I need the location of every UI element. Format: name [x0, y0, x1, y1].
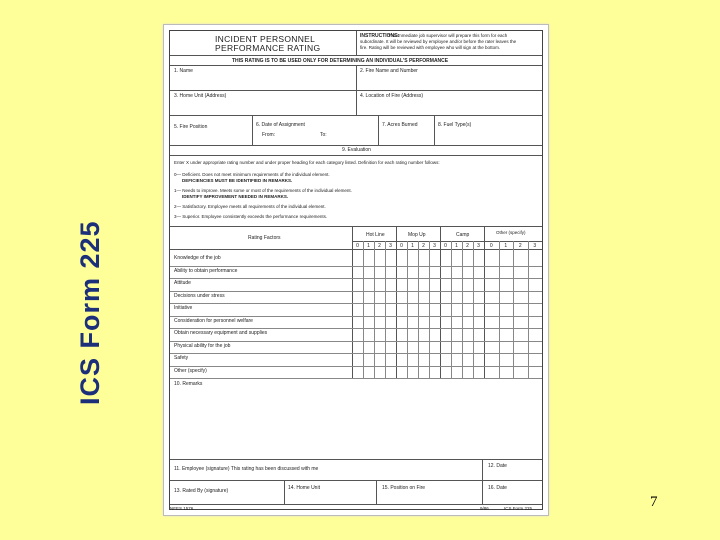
rating-factor-label: Knowledge of the job — [174, 255, 221, 261]
scale-number: 3 — [389, 243, 392, 249]
scale-number: 2 — [518, 243, 522, 249]
rated-by: 13. Rated By (signature) — [174, 488, 229, 494]
rating-factors-label: Rating Factors — [248, 235, 281, 241]
rating-factor-label: Consideration for personnel welfare — [174, 317, 253, 324]
rating-row-line — [170, 278, 542, 279]
scale-number: 0 — [489, 243, 493, 249]
column-hot-line: Hot Line — [366, 232, 385, 238]
rating-factor-label: Obtain necessary equipment and supplies — [174, 330, 268, 336]
rating-factor-label: Decisions under stress — [174, 292, 225, 299]
scale-number: 0 — [444, 243, 447, 249]
instructions-line-2: subordinate. It will be reviewed by employee and/or before the rater leaves the — [360, 39, 517, 44]
field-to: To: — [320, 132, 327, 138]
rating-row-line — [170, 366, 542, 367]
rating-factor-label: Physical ability for the job — [174, 342, 231, 349]
field-home-unit-14: 14. Home Unit — [288, 485, 320, 491]
form-title-line2: PERFORMANCE RATING — [215, 43, 321, 53]
rating-row-line — [170, 341, 542, 342]
scale-number: 0 — [356, 243, 359, 249]
rating-row-line — [170, 328, 542, 329]
scale-number: 2 — [378, 243, 381, 249]
footer-form-name: ICS Form 225 — [504, 506, 533, 511]
field-fire-name: 2. Fire Name and Number — [360, 68, 418, 74]
form-frame — [169, 30, 543, 510]
definition-2: 2— Satisfactory. Employee meets all requirements of the individual element. — [174, 204, 326, 209]
scale-number: 2 — [466, 243, 469, 249]
field-date-16: 16. Date — [488, 485, 507, 491]
grid-column-line — [418, 241, 419, 378]
evaluation-header: 9. Evaluation — [342, 147, 371, 153]
rating-row-line — [170, 378, 542, 379]
field-name: 1. Name — [174, 68, 193, 74]
field-fire-position: 5. Fire Position — [174, 124, 208, 130]
rating-row-line — [170, 316, 542, 317]
scale-number: 1 — [367, 243, 370, 249]
definition-1-note: IDENTIFY IMPROVEMENT NEEDED IN REMARKS. — [182, 194, 289, 199]
scale-number: 3 — [533, 243, 537, 249]
rating-row-line — [170, 303, 542, 304]
grid-column-line — [451, 241, 452, 378]
grid-column-line — [528, 241, 529, 378]
grid-column-line — [407, 241, 408, 378]
footer-form-number: NFES 1576 — [170, 506, 194, 511]
evaluation-intro: Enter X under appropriate rating number and under proper heading for each category listed. Definition for each rating number follows: — [174, 160, 440, 165]
instructions-line-3: fire. Rating will be reviewed with employee who will sign at the bottom. — [360, 45, 501, 50]
scale-number: 0 — [400, 243, 403, 249]
employee-signature: 11. Employee (signature) This rating has been discussed with me — [174, 466, 319, 472]
scale-number: 1 — [455, 243, 458, 249]
column-other: Other (specify) — [496, 230, 526, 235]
rating-factor-label: Ability to obtain performance — [174, 267, 238, 274]
form-title-line1: INCIDENT PERSONNEL — [215, 34, 316, 44]
column-mop-up: Mop Up — [408, 232, 426, 238]
instructions-label: INSTRUCTIONS: — [360, 33, 400, 39]
rating-row-line — [170, 291, 542, 292]
field-acres-burned: 7. Acres Burned — [382, 122, 418, 128]
grid-column-line — [374, 241, 375, 378]
scale-number: 3 — [477, 243, 480, 249]
definition-3: 3— Superior. Employee consistently exceeds the performance requirements. — [174, 214, 328, 219]
form-image — [163, 24, 549, 516]
definition-0: 0— Deficient. Does not meet minimum requirements of the individual element. — [174, 172, 330, 177]
field-home-unit: 3. Home Unit (Address) — [174, 93, 227, 99]
field-position-15: 15. Position on Fire — [382, 485, 426, 491]
field-location: 4. Location of Fire (Address) — [360, 93, 424, 99]
rating-row-line — [170, 353, 542, 354]
grid-column-line — [363, 241, 364, 378]
rating-row-line — [170, 266, 542, 267]
grid-column-line — [473, 241, 474, 378]
remarks-label: 10. Remarks — [174, 381, 203, 387]
side-title: ICS Form 225 — [75, 220, 105, 405]
grid-column-line — [429, 241, 430, 378]
column-camp: Camp — [456, 232, 470, 238]
definition-1: 1— Needs to improve. Meets some or most of the requirements of the individual element. — [174, 188, 352, 193]
scale-number: 2 — [422, 243, 425, 249]
scale-number: 1 — [504, 243, 508, 249]
grid-column-line — [462, 241, 463, 378]
rating-factor-label: Other (specify) — [174, 367, 207, 374]
definition-0-note: DEFICIENCIES MUST BE IDENTIFIED IN REMARKS. — [182, 178, 293, 183]
page-number: 7 — [650, 494, 658, 510]
grid-column-line — [513, 241, 514, 378]
form-notice: THIS RATING IS TO BE USED ONLY FOR DETERMINING AN INDIVIDUAL'S PERFORMANCE — [232, 58, 449, 64]
field-from: From: — [262, 132, 276, 138]
rating-factor-label: Safety — [174, 355, 189, 361]
rating-factor-label: Initiative — [174, 305, 193, 311]
grid-column-line — [499, 241, 500, 378]
field-date-assignment: 6. Date of Assignment — [256, 122, 305, 128]
field-fuel-type: 8. Fuel Type(s) — [438, 122, 472, 128]
footer-date: 9/86 — [480, 506, 489, 511]
instructions-line-1: The immediate job supervisor will prepare this form for each — [388, 33, 508, 38]
field-date-12: 12. Date — [488, 463, 507, 469]
scale-number: 1 — [411, 243, 414, 249]
scale-number: 3 — [433, 243, 436, 249]
grid-column-line — [385, 241, 386, 378]
rating-factor-label: Attitude — [174, 280, 191, 286]
